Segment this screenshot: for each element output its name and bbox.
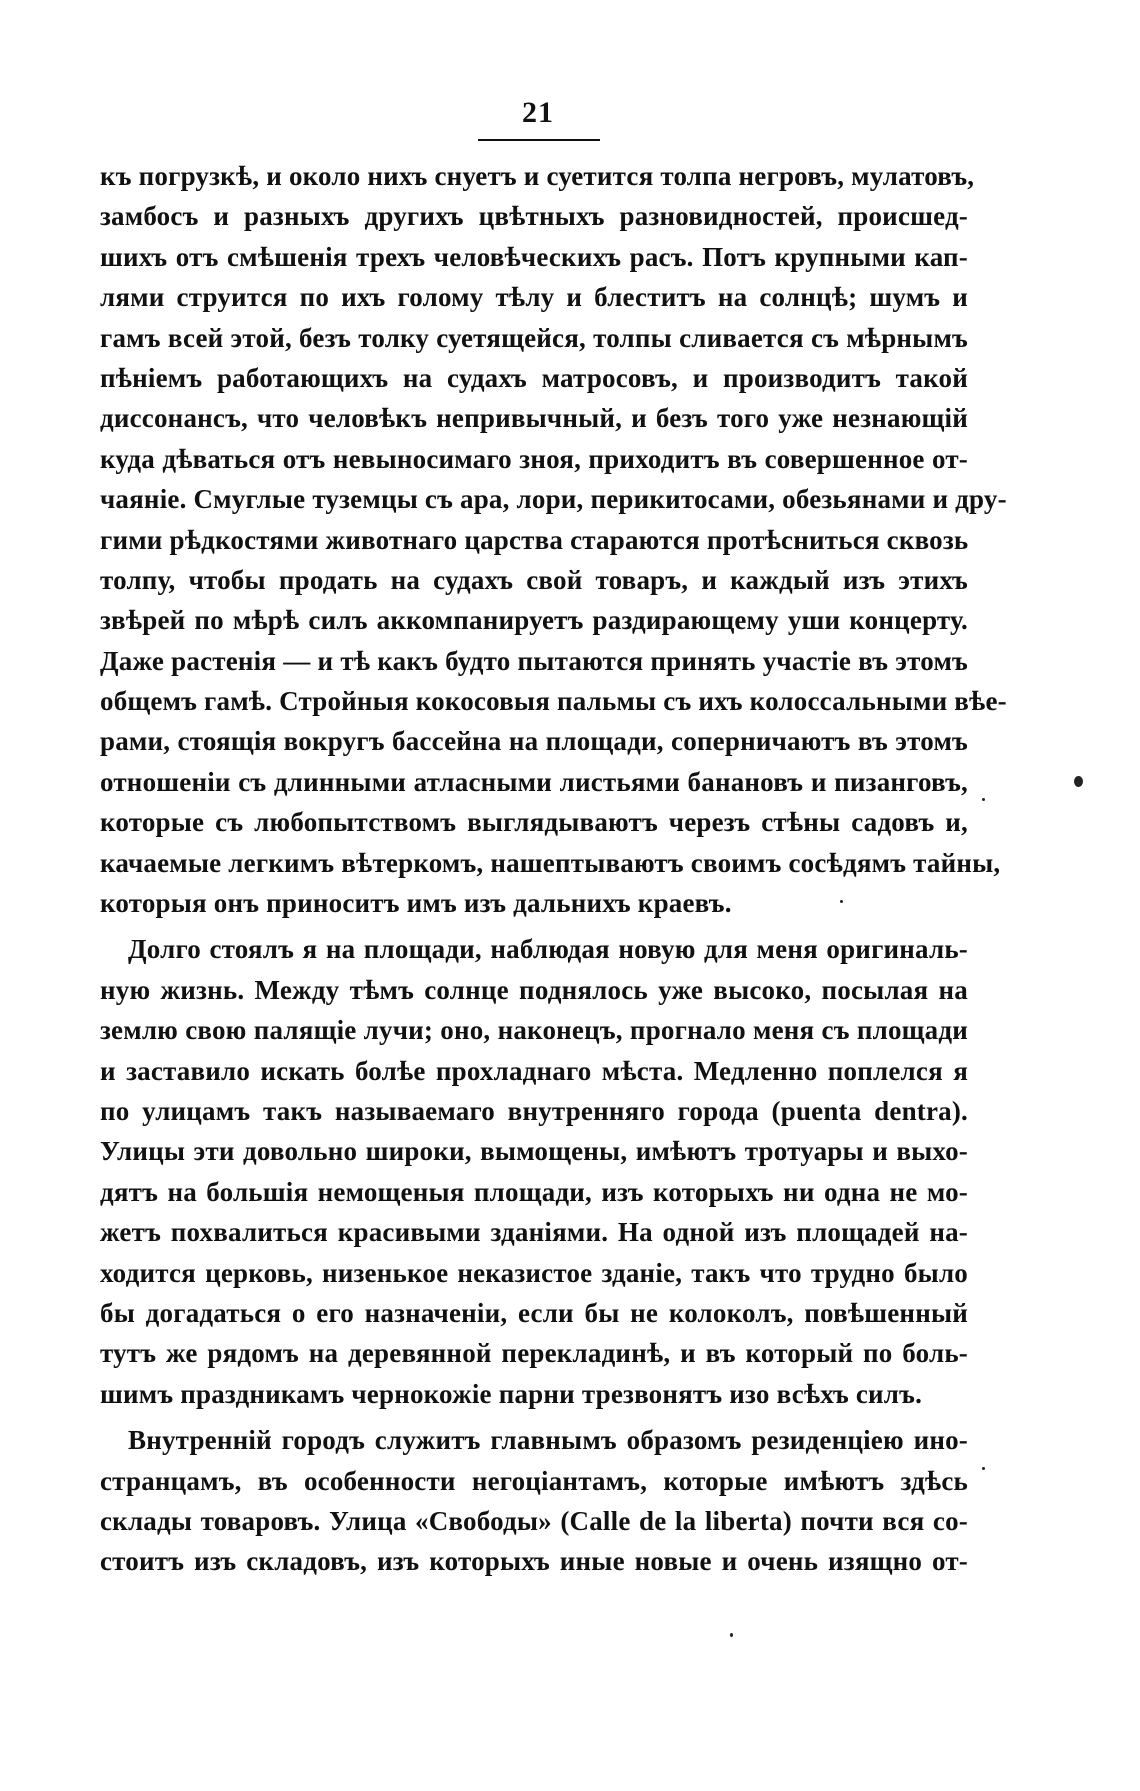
text-line: бы догадаться о его назначеніи, если бы не колоколъ, повѣшенный — [100, 1297, 968, 1328]
text-line: рами, стоящія вокругъ бассейна на площади, соперничаютъ въ этомъ — [100, 726, 968, 757]
text-line: гамъ всей этой, безъ толку суетящейся, толпы сливается съ мѣрнымъ — [100, 322, 968, 353]
text-line: куда дѣваться отъ невыносимаго зноя, приходитъ въ совершенное от- — [100, 443, 968, 474]
paragraph-1 — [100, 156, 1007, 923]
scan-speck — [982, 1467, 985, 1470]
text-line: качаемые легкимъ вѣтеркомъ, нашептываютъ своимъ сосѣдямъ тайны, — [100, 847, 1001, 878]
scan-speck — [1074, 776, 1083, 787]
text-line: Даже растенія — и тѣ какъ будто пытаются принять участіе въ этомъ — [100, 645, 968, 676]
text-line: гими рѣдкостями животнаго царства стараются протѣсниться сквозь — [100, 524, 969, 555]
text-line: диссонансъ, что человѣкъ непривычный, и безъ того уже незнающій — [100, 403, 968, 434]
text-line: Улицы эти довольно широки, вымощены, имѣютъ тротуары и выхо- — [100, 1136, 968, 1167]
text-body — [100, 156, 1007, 1582]
text-line: которыя онъ приноситъ имъ изъ дальнихъ краевъ. — [100, 888, 732, 919]
text-line: шихъ отъ смѣшенія трехъ человѣческихъ расъ. Потъ крупными кап- — [100, 241, 968, 272]
text-line: по улицамъ такъ называемаго внутренняго города (puenta dentra). — [100, 1095, 968, 1126]
text-line: шимъ праздникамъ чернокожіе парни трезвонятъ изо всѣхъ силъ. — [100, 1378, 923, 1409]
text-line: склады товаровъ. Улица «Свободы» (Calle de la liberta) почти вся со- — [100, 1505, 968, 1536]
text-line: ную жизнь. Между тѣмъ солнце поднялось уже высоко, посылая на — [100, 974, 968, 1005]
text-line: лями струится по ихъ голому тѣлу и блеститъ на солнцѣ; шумъ и — [100, 282, 968, 313]
text-line: стоитъ изъ складовъ, изъ которыхъ иные новые и очень изящно от- — [100, 1546, 968, 1577]
text-line: землю свою палящіе лучи; оно, наконецъ, прогнало меня съ площади — [100, 1015, 968, 1046]
text-line: общемъ гамѣ. Стройныя кокосовыя пальмы съ ихъ колоссальными вѣе- — [100, 686, 1007, 717]
text-line: ходится церковь, низенькое неказистое зданіе, такъ что трудно было — [100, 1257, 968, 1288]
text-line: Долго стоялъ я на площади, наблюдая новую для меня оригиналь- — [128, 934, 968, 965]
text-line: которые съ любопытствомъ выглядываютъ черезъ стѣны садовъ и, — [100, 807, 968, 838]
page-number-rule — [478, 139, 600, 141]
text-line: замбосъ и разныхъ другихъ цвѣтныхъ разновидностей, происшед- — [100, 201, 968, 232]
scan-speck — [982, 798, 985, 801]
text-line: чаяніе. Смуглые туземцы съ ара, лори, перикитосами, обезьянами и дру- — [100, 484, 1007, 515]
text-line: жетъ похвалиться красивыми зданіями. На одной изъ площадей на- — [100, 1217, 968, 1248]
scan-speck — [840, 900, 843, 903]
text-line: Внутренній городъ служитъ главнымъ образомъ резиденціею ино- — [128, 1425, 968, 1456]
text-line: странцамъ, въ особенности негоціантамъ, которые имѣютъ здѣсь — [100, 1465, 968, 1496]
page-number: 21 — [522, 96, 554, 129]
text-line: толпу, чтобы продать на судахъ свой товаръ, и каждый изъ этихъ — [100, 564, 968, 595]
text-line: и заставило искать болѣе прохладнаго мѣста. Медленно поплелся я — [100, 1055, 968, 1086]
scan-speck — [730, 1633, 733, 1637]
paragraph-2 — [100, 929, 968, 1414]
paragraph-3 — [100, 1420, 968, 1582]
text-line: дятъ на большія немощеныя площади, изъ которыхъ ни одна не мо- — [100, 1176, 968, 1207]
text-line: звѣрей по мѣрѣ силъ аккомпанируетъ раздирающему уши концерту. — [100, 605, 968, 636]
text-line: пѣніемъ работающихъ на судахъ матросовъ, и производитъ такой — [100, 362, 968, 393]
text-line: къ погрузкѣ, и около нихъ снуетъ и суетится толпа негровъ, мулатовъ, — [100, 161, 975, 191]
text-line: отношеніи съ длинными атласными листьями банановъ и пизанговъ, — [100, 766, 968, 797]
text-line: тутъ же рядомъ на деревянной перекладинѣ, и въ который по боль- — [100, 1338, 968, 1369]
